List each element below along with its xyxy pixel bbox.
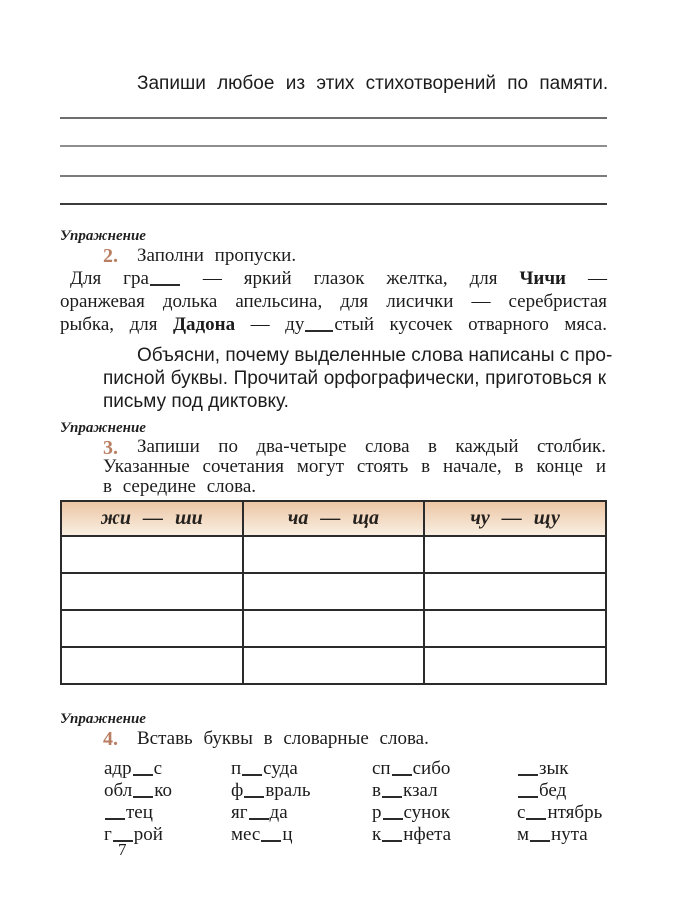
table-row bbox=[61, 647, 606, 684]
table-row bbox=[61, 610, 606, 647]
fill-in-blank bbox=[518, 774, 538, 776]
vocabulary-word: сп сибо bbox=[372, 758, 451, 779]
vocabulary-word: к нфета bbox=[372, 824, 452, 845]
text-run: Вставь буквы в словарные слова. bbox=[137, 728, 429, 749]
text-run: Запиши по два-четыре слова в каждый столбик. bbox=[137, 436, 606, 457]
vocabulary-word: ф враль bbox=[231, 780, 311, 801]
table-row bbox=[61, 536, 606, 573]
writing-line bbox=[60, 203, 607, 205]
vocabulary-word: р сунок bbox=[372, 802, 451, 823]
text-run: Заполни пропуски. bbox=[137, 245, 297, 266]
fill-in-blank bbox=[133, 774, 153, 776]
vocabulary-word: г рой bbox=[104, 824, 163, 845]
vocabulary-word-grid bbox=[104, 758, 607, 846]
empty-cell bbox=[61, 647, 243, 684]
text-line bbox=[60, 290, 607, 313]
fill-in-blank bbox=[382, 796, 402, 798]
fill-in-blank bbox=[105, 818, 125, 820]
word-column bbox=[372, 758, 517, 846]
bold-word: Дадона bbox=[172, 314, 236, 335]
fill-in-blank bbox=[150, 284, 180, 286]
text-run: — bbox=[566, 268, 607, 289]
vocabulary-word: яг да bbox=[231, 802, 288, 823]
exercise-3-head bbox=[103, 437, 606, 497]
empty-cell bbox=[243, 647, 425, 684]
text-line bbox=[103, 437, 606, 457]
vocabulary-word: тец bbox=[104, 802, 231, 824]
text-line bbox=[103, 390, 606, 413]
exercise-2-title bbox=[103, 245, 606, 267]
table-body bbox=[61, 536, 606, 684]
fill-in-blank bbox=[530, 840, 550, 842]
text-line bbox=[103, 367, 606, 390]
text-run: — ду bbox=[235, 314, 305, 335]
text-line bbox=[60, 313, 607, 336]
empty-cell bbox=[243, 536, 425, 573]
fill-in-blank bbox=[526, 818, 546, 820]
exercise-2-body bbox=[60, 267, 607, 336]
vocabulary-word: м нута bbox=[517, 824, 588, 845]
vocabulary-word: в кзал bbox=[372, 780, 438, 801]
text-run: Для гра bbox=[70, 268, 149, 289]
fill-in-blank bbox=[242, 774, 262, 776]
page-number: 7 bbox=[118, 840, 127, 859]
column-header: чу — щу bbox=[424, 501, 606, 536]
writing-lines bbox=[60, 117, 607, 205]
exercise-4-number: 4. bbox=[103, 728, 118, 750]
empty-cell bbox=[243, 573, 425, 610]
text-line bbox=[103, 73, 609, 95]
page-content bbox=[60, 73, 613, 860]
exercise-3-label: Упражнение bbox=[60, 420, 146, 436]
fill-in-blank bbox=[392, 774, 412, 776]
letter-combination-table bbox=[60, 500, 607, 685]
text-run: рыбка, для bbox=[60, 314, 173, 335]
empty-cell bbox=[424, 610, 606, 647]
exercise-4-head bbox=[103, 728, 606, 749]
fill-in-blank bbox=[133, 796, 153, 798]
fill-in-blank bbox=[383, 818, 403, 820]
word-column bbox=[231, 758, 372, 846]
empty-cell bbox=[243, 610, 425, 647]
table-header bbox=[61, 501, 606, 536]
text-run: писной буквы. Прочитай орфографически, приготовься к bbox=[103, 368, 606, 389]
exercise-4-label: Упражнение bbox=[60, 711, 146, 727]
empty-cell bbox=[424, 573, 606, 610]
text-line bbox=[103, 457, 606, 477]
table-row bbox=[61, 573, 606, 610]
fill-in-blank bbox=[261, 840, 281, 842]
text-run: Указанные сочетания могут стоять в начале, в конце и bbox=[103, 456, 606, 477]
empty-cell bbox=[61, 610, 243, 647]
writing-line bbox=[60, 145, 607, 147]
text-run: оранжевая долька апельсина, для лисички — серебристая bbox=[60, 291, 607, 312]
fill-in-blank bbox=[249, 818, 269, 820]
fill-in-blank bbox=[382, 840, 402, 842]
fill-in-blank bbox=[305, 330, 333, 332]
exercise-2-head bbox=[103, 245, 606, 267]
text-run: стый кусочек отварного мяса. bbox=[334, 314, 607, 335]
empty-cell bbox=[61, 573, 243, 610]
column-header: жи — ши bbox=[61, 501, 243, 536]
exercise-3-number: 3. bbox=[103, 437, 118, 459]
fill-in-blank bbox=[244, 796, 264, 798]
text-line bbox=[103, 728, 606, 749]
text-line bbox=[103, 344, 613, 367]
table-header-row bbox=[61, 501, 606, 536]
vocabulary-word: адр с bbox=[104, 758, 163, 779]
empty-cell bbox=[424, 647, 606, 684]
text-run: — яркий глазок желтка, для bbox=[180, 268, 520, 289]
vocabulary-word: мес ц bbox=[231, 824, 293, 845]
exercise-2-label: Упражнение bbox=[60, 228, 146, 244]
exercise-2-number: 2. bbox=[103, 245, 118, 267]
bold-word: Чичи bbox=[519, 268, 567, 289]
text-line bbox=[103, 477, 606, 497]
vocabulary-word: обл ко bbox=[104, 780, 172, 801]
text-run: в середине слова. bbox=[103, 476, 257, 497]
word-column bbox=[104, 758, 231, 846]
column-header: ча — ща bbox=[243, 501, 425, 536]
vocabulary-word: п суда bbox=[231, 758, 298, 779]
word-column bbox=[517, 758, 607, 846]
text-line bbox=[60, 267, 607, 290]
vocabulary-word: с нтябрь bbox=[517, 802, 603, 823]
vocabulary-word: бед bbox=[517, 780, 607, 802]
text-run: письму под диктовку. bbox=[103, 391, 289, 412]
empty-cell bbox=[424, 536, 606, 573]
writing-line bbox=[60, 175, 607, 177]
exercise-2-note bbox=[103, 344, 613, 413]
intro-instruction bbox=[103, 73, 609, 95]
empty-cell bbox=[61, 536, 243, 573]
exercise-4-title bbox=[103, 728, 606, 749]
exercise-3-title bbox=[103, 437, 606, 497]
vocabulary-word: зык bbox=[517, 758, 607, 780]
text-line bbox=[103, 245, 606, 267]
writing-line bbox=[60, 117, 607, 119]
text-run: Объясни, почему выделенные слова написаны с про- bbox=[137, 345, 613, 366]
fill-in-blank bbox=[518, 796, 538, 798]
text-run: Запиши любое из этих стихотворений по памяти. bbox=[137, 73, 609, 94]
